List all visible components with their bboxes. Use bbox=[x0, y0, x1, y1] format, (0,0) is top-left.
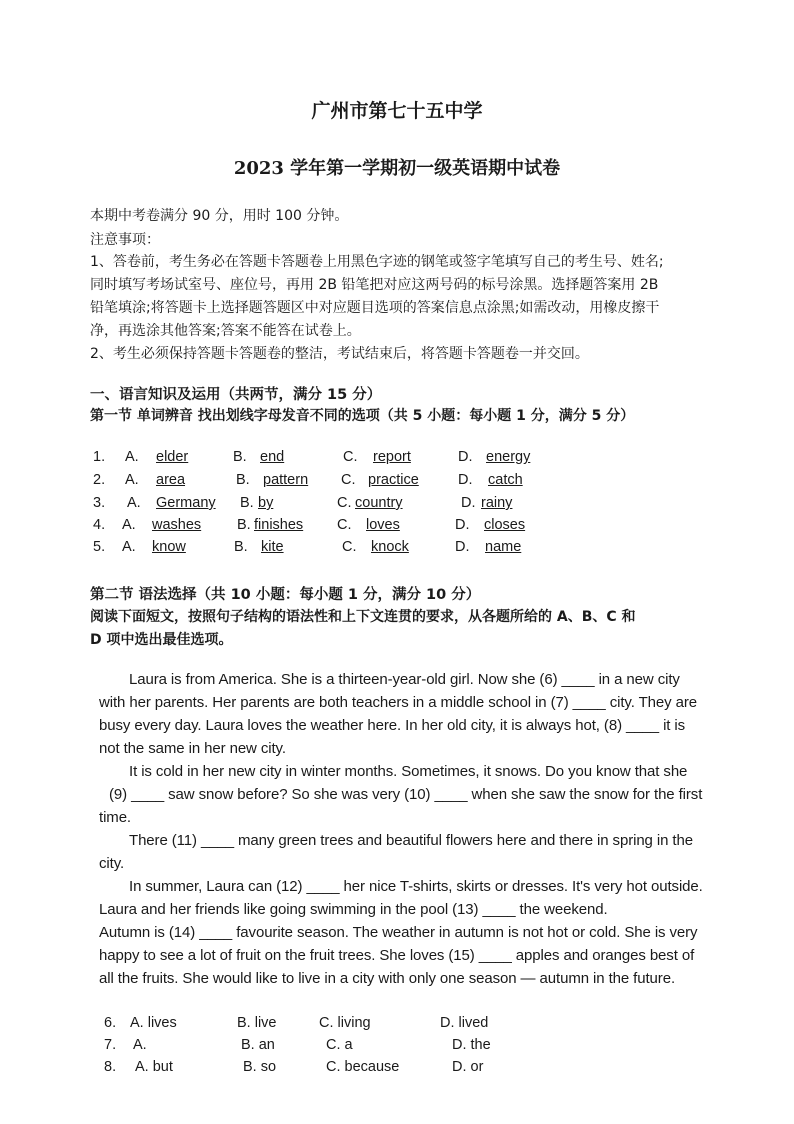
question-number: 7. bbox=[104, 1037, 117, 1053]
question-number: 2. bbox=[93, 472, 106, 488]
option-letter: C. bbox=[337, 517, 352, 533]
passage-line: (9) ____ saw snow before? So she was very (10) ____ when she saw the snow for the first bbox=[109, 786, 703, 803]
notice-line: 净，再选涂其他答案;答案不能答在试卷上。 bbox=[90, 323, 361, 339]
notice-line: 铅笔填涂;将答题卡上选择题答题区中对应题目选项的答案信息点涂黑;如需改动，用橡皮擦干 bbox=[90, 300, 660, 316]
option-a-word: area bbox=[156, 472, 186, 488]
option-a-word: Germany bbox=[156, 495, 216, 511]
question-number: 6. bbox=[104, 1015, 117, 1031]
option-b-word: finishes bbox=[254, 517, 304, 533]
passage-line: Laura and her friends like going swimming in the pool (13) ____ the weekend. bbox=[99, 901, 608, 918]
option-d-word: rainy bbox=[481, 495, 513, 511]
passage-line: time. bbox=[99, 809, 132, 826]
passage-line: There (11) ____ many green trees and beautiful flowers here and there in spring in the bbox=[129, 832, 693, 849]
option-d-word: closes bbox=[484, 517, 526, 533]
passage-line: with her parents. Her parents are both teachers in a middle school in (7) ____ city. They are bbox=[99, 694, 697, 711]
option-a: A. but bbox=[135, 1059, 173, 1075]
option-letter: A. bbox=[125, 472, 139, 488]
option-b-word: by bbox=[258, 495, 274, 511]
option-a-word: elder bbox=[156, 449, 189, 465]
passage-line: It is cold in her new city in winter months. Sometimes, it snows. Do you know that she bbox=[129, 763, 688, 780]
option-letter: A. bbox=[122, 517, 136, 533]
question-number: 8. bbox=[104, 1059, 117, 1075]
passage-line: busy every day. Laura loves the weather here. In her old city, it is always hot, (8) ____ it is bbox=[99, 717, 686, 734]
option-d: D. lived bbox=[440, 1015, 489, 1031]
exam-title: 2023 学年第一学期初一级英语期中试卷 bbox=[233, 158, 561, 179]
passage-line: happy to see a lot of fruit on the fruit trees. She loves (15) ____ apples and oranges best of bbox=[99, 947, 695, 964]
section2-instruction: D 项中选出最佳选项。 bbox=[90, 632, 233, 648]
notice-line: 同时填写考场试室号、座位号，再用 2B 铅笔把对应这两号码的标号涂黑。选择题答案用 2B bbox=[90, 277, 659, 293]
option-b: B. an bbox=[241, 1037, 275, 1053]
option-b-word: pattern bbox=[263, 472, 309, 488]
option-letter: D. bbox=[455, 539, 470, 555]
passage-line: all the fruits. She would like to live in a city with only one season — autumn in the future. bbox=[99, 970, 676, 987]
option-c-word: report bbox=[373, 449, 411, 465]
option-letter: B. bbox=[236, 472, 250, 488]
notice-title: 注意事项： bbox=[90, 232, 160, 248]
option-d-word: catch bbox=[488, 472, 523, 488]
option-b: B. so bbox=[243, 1059, 277, 1075]
option-b: B. live bbox=[237, 1015, 277, 1031]
option-letter: D. bbox=[455, 517, 470, 533]
option-d-word: name bbox=[485, 539, 522, 555]
notice-line: 2、考生必须保持答题卡答题卷的整洁，考试结束后，将答题卡答题卷一并交回。 bbox=[90, 346, 589, 362]
option-a: A. bbox=[133, 1037, 147, 1053]
option-letter: D. bbox=[461, 495, 476, 511]
option-letter: D. bbox=[458, 449, 473, 465]
section2-title: 第二节 语法选择（共 10 小题：每小题 1 分，满分 10 分） bbox=[90, 587, 481, 603]
section2-instruction: 阅读下面短文，按照句子结构的语法性和上下文连贯的要求，从各题所给的 A、B、C 和 bbox=[90, 609, 636, 625]
passage-line: city. bbox=[99, 855, 125, 872]
option-letter: B. bbox=[234, 539, 248, 555]
option-letter: A. bbox=[125, 449, 139, 465]
exam-info: 本期中考卷满分 90 分，用时 100 分钟。 bbox=[90, 208, 349, 224]
option-a-word: know bbox=[152, 539, 186, 555]
question-number: 1. bbox=[93, 449, 106, 465]
question-number: 4. bbox=[93, 517, 106, 533]
option-c: C. because bbox=[326, 1059, 400, 1075]
option-d: D. or bbox=[452, 1059, 484, 1075]
passage-line: Laura is from America. She is a thirteen-year-old girl. Now she (6) ____ in a new city bbox=[129, 671, 680, 688]
option-a: A. lives bbox=[130, 1015, 177, 1031]
part1-title: 一、语言知识及运用（共两节，满分 15 分） bbox=[90, 387, 382, 403]
option-letter: A. bbox=[127, 495, 141, 511]
option-letter: A. bbox=[122, 539, 136, 555]
option-c-word: practice bbox=[368, 472, 419, 488]
school-name: 广州市第七十五中学 bbox=[311, 100, 483, 122]
passage-line: not the same in her new city. bbox=[99, 740, 286, 757]
passage-line: In summer, Laura can (12) ____ her nice T-shirts, skirts or dresses. It's very hot outside. bbox=[129, 878, 703, 895]
option-letter: B. bbox=[233, 449, 247, 465]
option-c: C. a bbox=[326, 1037, 353, 1053]
option-letter: C. bbox=[343, 449, 358, 465]
option-letter: C. bbox=[337, 495, 352, 511]
notice-line: 1、答卷前，考生务必在答题卡答题卷上用黑色字迹的钢笔或签字笔填写自己的考生号、姓名; bbox=[90, 254, 664, 270]
section1-title: 第一节 单词辨音 找出划线字母发音不同的选项（共 5 小题：每小题 1 分，满分 5 分） bbox=[90, 408, 635, 424]
option-c-word: knock bbox=[371, 539, 409, 555]
option-letter: B. bbox=[240, 495, 254, 511]
question-number: 3. bbox=[93, 495, 106, 511]
question-number: 5. bbox=[93, 539, 106, 555]
option-letter: C. bbox=[341, 472, 356, 488]
option-b-word: end bbox=[260, 449, 285, 465]
option-c: C. living bbox=[319, 1015, 371, 1031]
option-letter: C. bbox=[342, 539, 357, 555]
option-letter: D. bbox=[458, 472, 473, 488]
option-a-word: washes bbox=[152, 517, 202, 533]
option-letter: B. bbox=[237, 517, 251, 533]
option-d: D. the bbox=[452, 1037, 491, 1053]
option-d-word: energy bbox=[486, 449, 531, 465]
option-b-word: kite bbox=[261, 539, 284, 555]
passage-line: Autumn is (14) ____ favourite season. The weather in autumn is not hot or cold. She is very bbox=[99, 924, 698, 941]
option-c-word: loves bbox=[366, 517, 400, 533]
option-c-word: country bbox=[355, 495, 403, 511]
